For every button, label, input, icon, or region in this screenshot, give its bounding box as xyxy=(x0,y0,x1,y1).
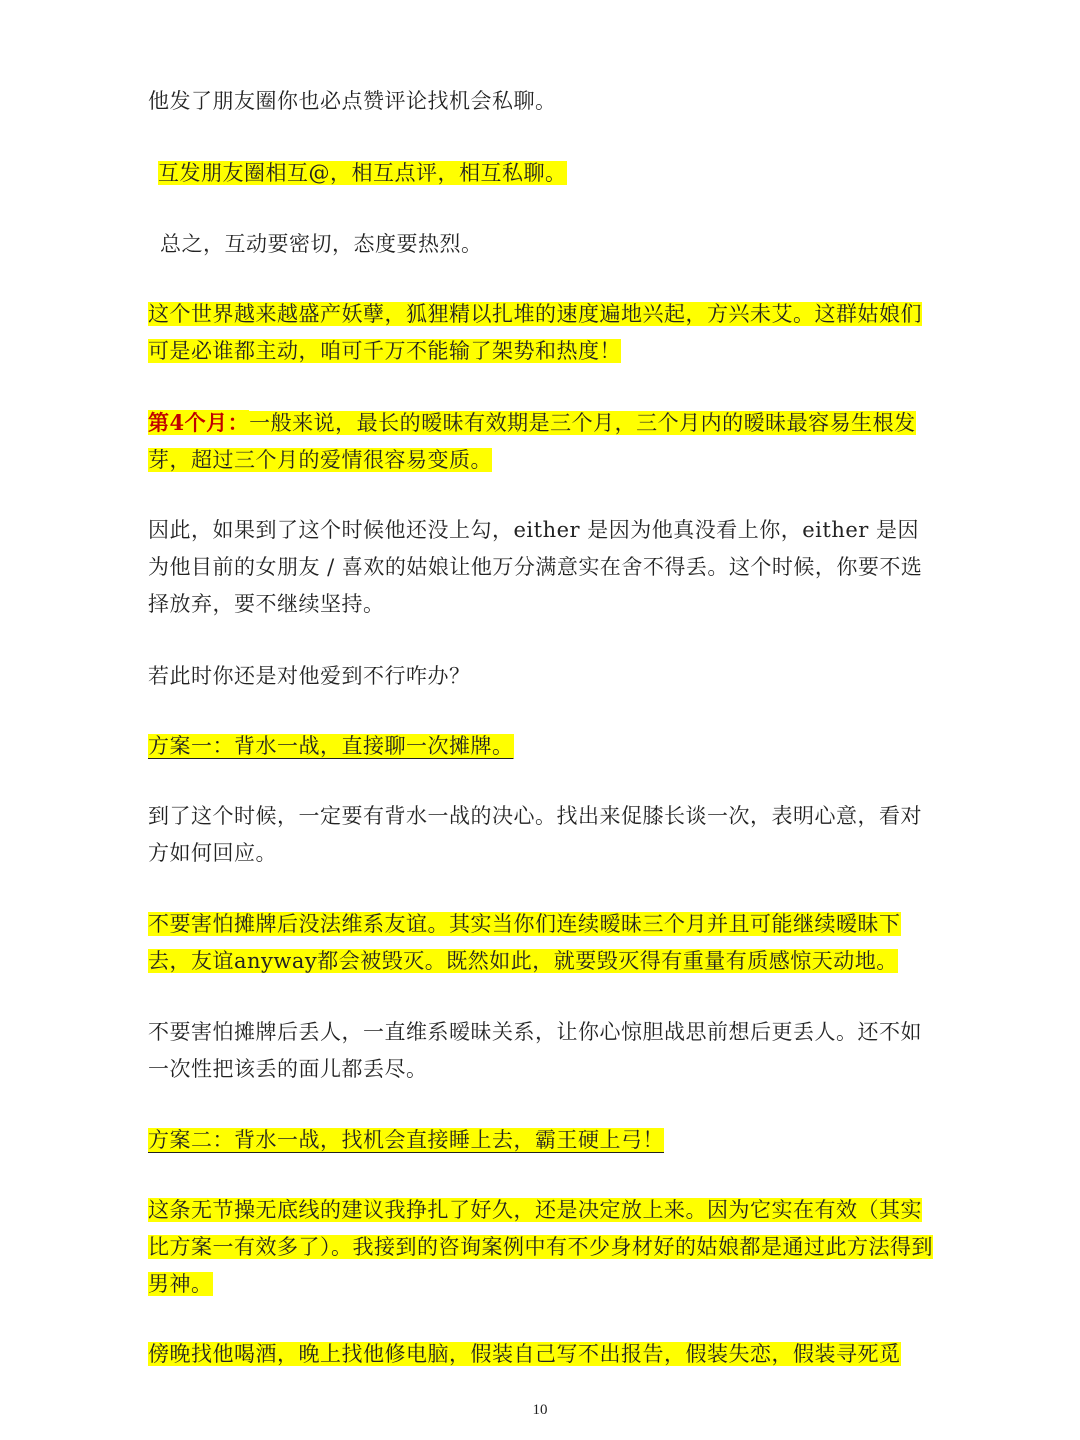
plan-one-heading xyxy=(148,728,938,765)
paragraph-1 xyxy=(148,83,938,120)
paragraph-13 xyxy=(148,1192,938,1303)
paragraph-14-text: 傍晚找他喝酒，晚上找他修电脑，假装自己写不出报告，假装失恋，假装寻死觅 xyxy=(148,1342,901,1366)
paragraph-10-text: 不要害怕摊牌后没法维系友谊。其实当你们连续暧昧三个月并且可能继续暧昧下去，友谊anyway都会被毁灭。既然如此，就要毁灭得有重量有质感惊天动地。 xyxy=(148,912,901,973)
plan-two-heading-text: 方案二：背水一战，找机会直接睡上去，霸王硬上弓！ xyxy=(148,1128,664,1152)
paragraph-5-text: 一般来说，最长的暧昧有效期是三个月，三个月内的暧昧最容易生根发芽，超过三个月的爱情很容易变质。 xyxy=(148,411,916,472)
paragraph-1-text: 他发了朋友圈你也必点赞评论找机会私聊。 xyxy=(148,89,557,113)
paragraph-5 xyxy=(148,404,938,479)
paragraph-10 xyxy=(148,906,938,980)
paragraph-2 xyxy=(158,155,948,192)
paragraph-2-text: 互发朋友圈相互@，相互点评，相互私聊。 xyxy=(158,161,567,185)
plan-one-heading-text: 方案一：背水一战，直接聊一次摊牌。 xyxy=(148,734,514,758)
paragraph-6 xyxy=(148,512,938,623)
paragraph-3-text: 总之，互动要密切，态度要热烈。 xyxy=(160,232,483,256)
paragraph-13-text: 这条无节操无底线的建议我挣扎了好久，还是决定放上来。因为它实在有效（其实比方案一有效多了）。我接到的咨询案例中有不少身材好的姑娘都是通过此方法得到男神。 xyxy=(148,1198,933,1296)
paragraph-7 xyxy=(148,658,938,695)
paragraph-9-text: 到了这个时候，一定要有背水一战的决心。找出来促膝长谈一次，表明心意，看对方如何回应。 xyxy=(148,804,922,865)
paragraph-4-text: 这个世界越来越盛产妖孽，狐狸精以扎堆的速度遍地兴起，方兴未艾。这群姑娘们可是必谁都主动，咱可千万不能输了架势和热度！ xyxy=(148,302,922,363)
paragraph-3 xyxy=(160,226,950,263)
paragraph-11 xyxy=(148,1014,938,1088)
paragraph-9 xyxy=(148,798,938,872)
paragraph-14 xyxy=(148,1336,938,1373)
plan-two-heading xyxy=(148,1122,938,1159)
paragraph-11-text: 不要害怕摊牌后丢人，一直维系暧昧关系，让你心惊胆战思前想后更丢人。还不如一次性把该丢的面儿都丢尽。 xyxy=(148,1020,922,1081)
month-label: 第4个月： xyxy=(148,410,250,435)
paragraph-7-text: 若此时你还是对他爱到不行咋办？ xyxy=(148,664,471,688)
paragraph-4 xyxy=(148,296,938,370)
paragraph-6-text: 因此，如果到了这个时候他还没上勾，either 是因为他真没看上你，either 是因为他目前的女朋友 / 喜欢的姑娘让他万分满意实在舍不得丢。这个时候，你要不选择放弃，要不继续坚持。 xyxy=(148,518,923,616)
page-number: 10 xyxy=(532,1402,548,1418)
